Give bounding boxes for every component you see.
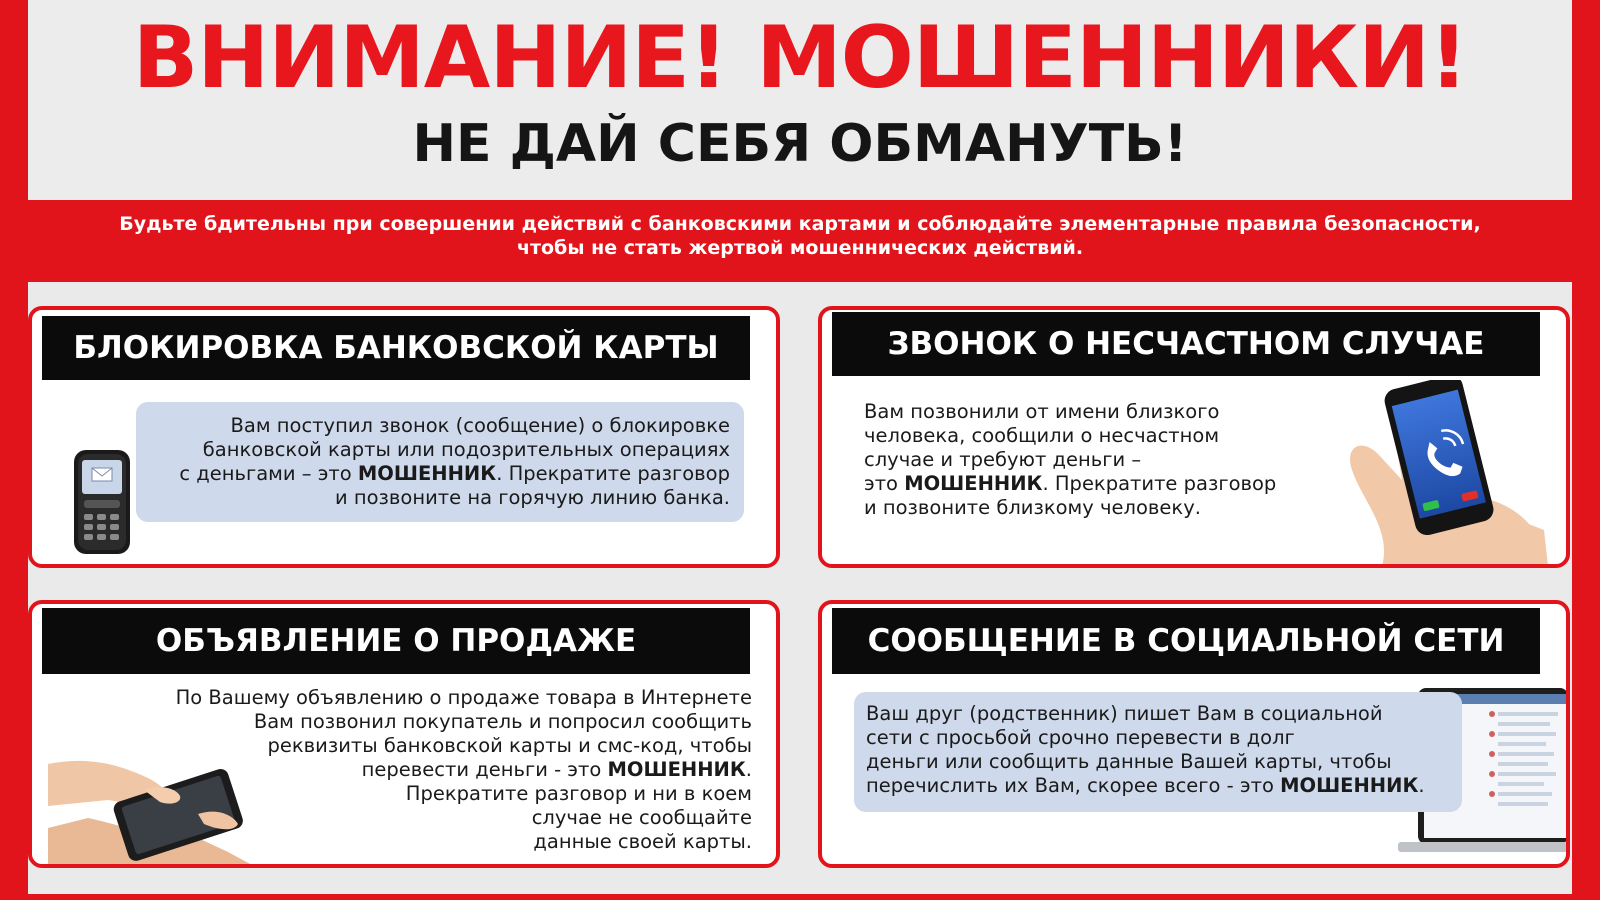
card-title: ЗВОНОК О НЕСЧАСТНОМ СЛУЧАЕ	[832, 312, 1540, 376]
card-title: ОБЪЯВЛЕНИЕ О ПРОДАЖЕ	[42, 608, 750, 674]
text-line	[92, 758, 752, 782]
text-line: сети с просьбой срочно перевести в долг	[866, 726, 1295, 749]
text-span: . Прекратите разговор	[1042, 472, 1277, 495]
text-line: По Вашему объявлению о продаже товара в Интернете	[175, 686, 752, 709]
sub-title: НЕ ДАЙ СЕБЯ ОБМАНУТЬ!	[412, 114, 1188, 174]
card-text	[142, 414, 730, 510]
card-accident-call	[818, 306, 1570, 568]
text-span: . Прекратите разговор	[496, 462, 730, 485]
text-line: случае не сообщайте	[531, 806, 752, 829]
text-line	[142, 462, 730, 486]
fraudster-label: МОШЕННИК	[904, 472, 1043, 495]
text-line: и позвоните близкому человеку.	[864, 496, 1201, 519]
fraudster-label: МОШЕННИК	[357, 462, 497, 485]
text-line	[866, 774, 1466, 798]
text-line: Вам поступил звонок (сообщение) о блокировке	[230, 414, 730, 437]
card-text	[866, 702, 1466, 798]
text-span: с деньгами – это	[179, 462, 358, 485]
text-span: перевести деньги - это	[361, 758, 608, 781]
warning-text	[28, 212, 1572, 260]
card-card-blocking	[28, 306, 780, 568]
text-line: деньги или сообщить данные Вашей карты, чтобы	[866, 750, 1392, 773]
text-line: Прекратите разговор и ни в коем	[405, 782, 752, 805]
card-title: БЛОКИРОВКА БАНКОВСКОЙ КАРТЫ	[42, 316, 750, 380]
warning-line: чтобы не стать жертвой мошеннических действий.	[516, 237, 1084, 259]
main-title: ВНИМАНИЕ! МОШЕННИКИ!	[132, 8, 1468, 108]
text-span: .	[1418, 774, 1425, 797]
text-line: Ваш друг (родственник) пишет Вам в социальной	[866, 702, 1383, 725]
text-line	[864, 472, 1324, 496]
text-span: это	[864, 472, 905, 495]
text-line: Вам позвонили от имени близкого	[864, 400, 1220, 423]
card-text	[864, 400, 1324, 520]
text-line: реквизиты банковской карты и смс-код, чтобы	[267, 734, 752, 757]
fraudster-label: МОШЕННИК	[1280, 774, 1419, 797]
text-line: банковской карты или подозрительных операциях	[202, 438, 730, 461]
text-line: человека, сообщили о несчастном	[864, 424, 1220, 447]
text-line: Вам позвонил покупатель и попросил сообщить	[253, 710, 752, 733]
text-span: .	[745, 758, 752, 781]
feature-phone-icon	[70, 448, 134, 556]
text-line: и позвоните на горячую линию банка.	[335, 486, 730, 509]
fraudster-label: МОШЕННИК	[607, 758, 746, 781]
text-span: перечислить их Вам, скорее всего - это	[866, 774, 1281, 797]
smartphone-call-icon	[1322, 380, 1552, 566]
header-panel	[28, 0, 1572, 200]
card-sale-ad	[28, 600, 780, 868]
warning-line: Будьте бдительны при совершении действий с банковскими картами и соблюдайте элементарные правила безопасности,	[119, 213, 1481, 235]
card-title: СООБЩЕНИЕ В СОЦИАЛЬНОЙ СЕТИ	[832, 608, 1540, 674]
text-line: случае и требуют деньги –	[864, 448, 1142, 471]
card-social-message	[818, 600, 1570, 868]
card-text	[92, 686, 752, 854]
text-line: данные своей карты.	[533, 830, 752, 853]
